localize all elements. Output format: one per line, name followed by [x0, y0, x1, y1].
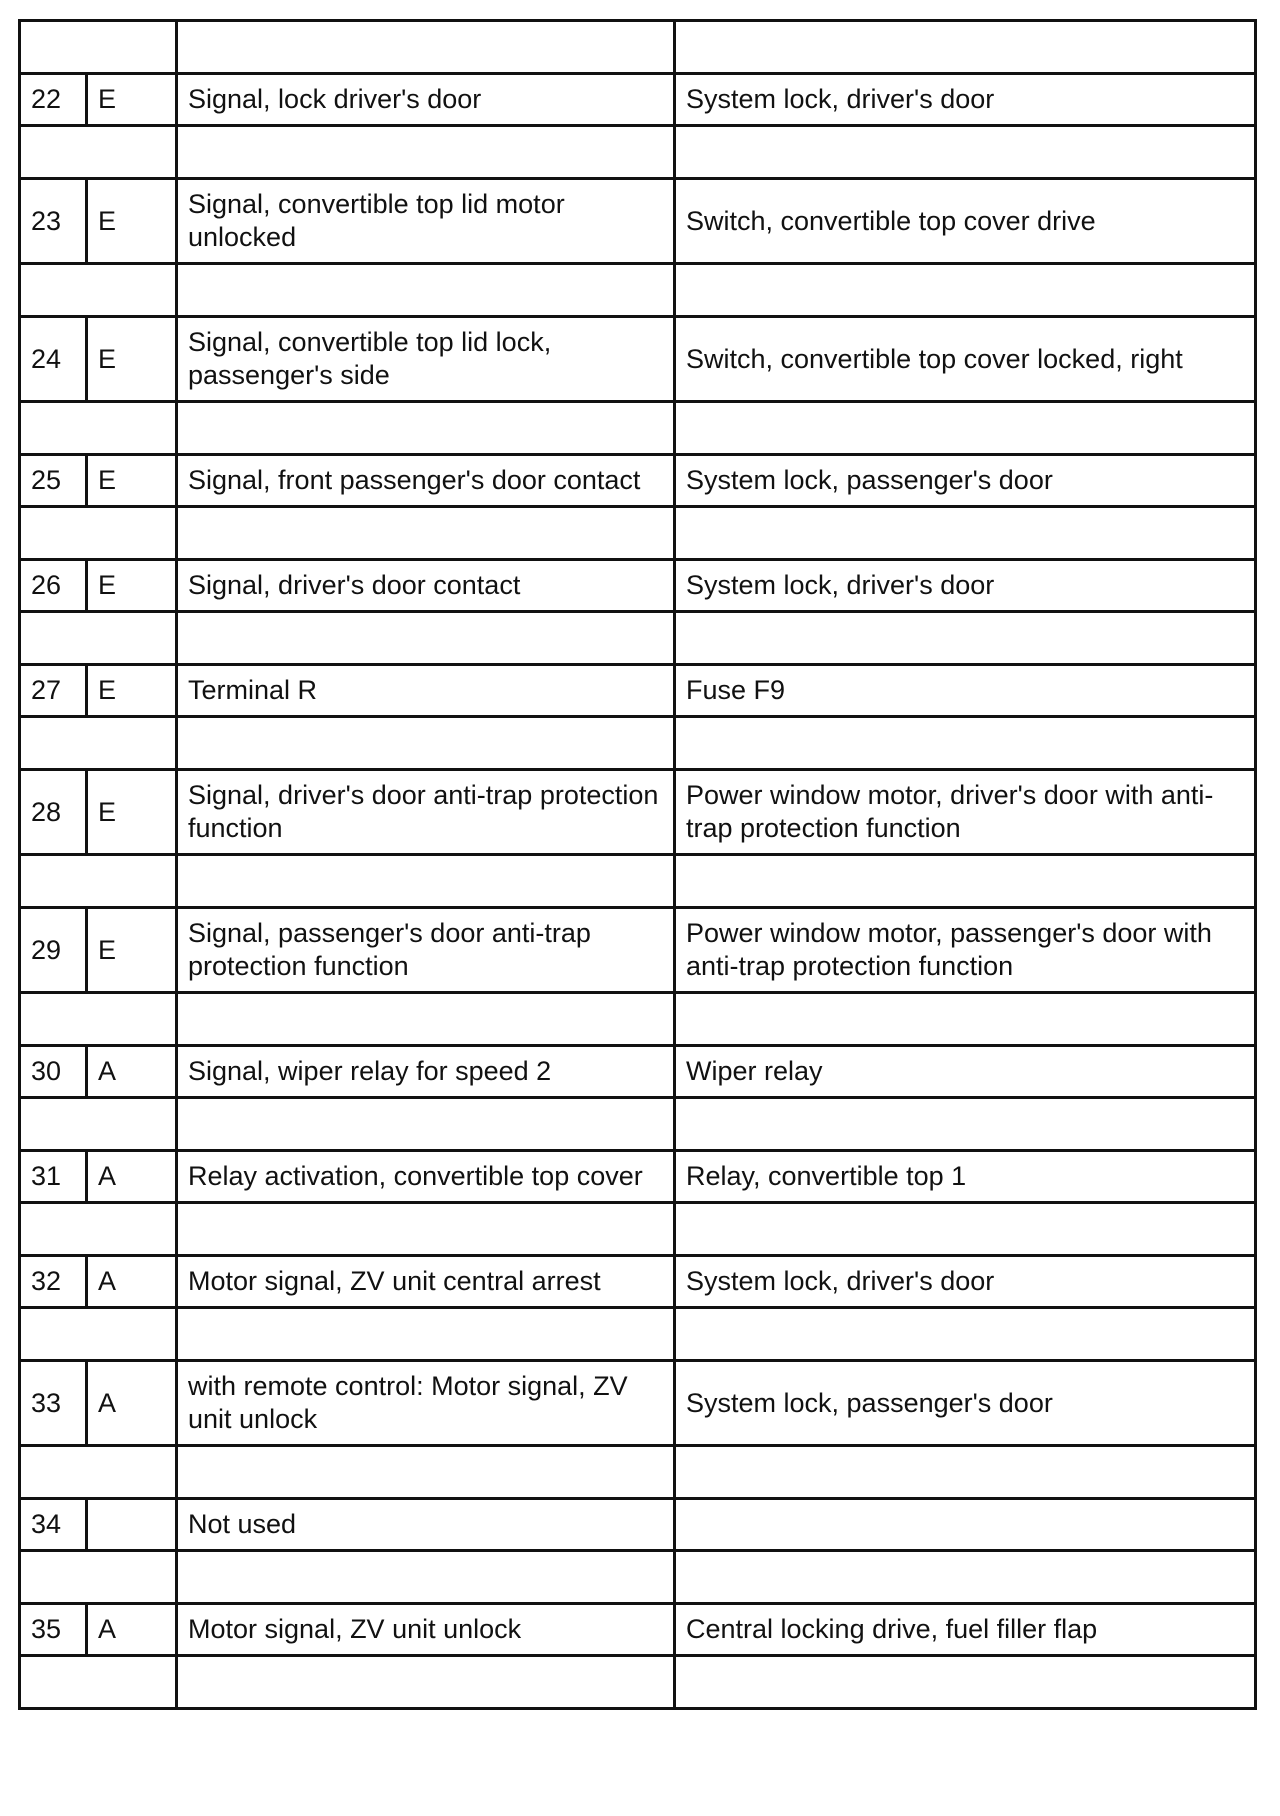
empty-cell	[177, 993, 675, 1046]
signal-description-cell: Terminal R	[177, 665, 675, 717]
separator-row	[20, 1203, 1256, 1256]
pin-number-cell: 29	[20, 908, 87, 993]
empty-cell	[177, 1551, 675, 1604]
table-row	[20, 908, 1256, 993]
pin-number-cell: 33	[20, 1361, 87, 1446]
separator-row	[20, 1551, 1256, 1604]
separator-row	[20, 507, 1256, 560]
empty-cell	[675, 1308, 1256, 1361]
pin-number-cell: 26	[20, 560, 87, 612]
signal-description-cell: Signal, driver's door contact	[177, 560, 675, 612]
io-type-cell: E	[87, 317, 177, 402]
separator-row	[20, 1446, 1256, 1499]
separator-row	[20, 1098, 1256, 1151]
table-row	[20, 560, 1256, 612]
component-cell: System lock, driver's door	[675, 1256, 1256, 1308]
empty-cell	[20, 993, 177, 1046]
pin-number-cell: 35	[20, 1604, 87, 1656]
pin-number-cell: 34	[20, 1499, 87, 1551]
empty-cell	[675, 1656, 1256, 1709]
separator-row	[20, 717, 1256, 770]
component-cell: Power window motor, passenger's door with anti-trap protection function	[675, 908, 1256, 993]
empty-cell	[20, 507, 177, 560]
pin-number-cell: 30	[20, 1046, 87, 1098]
empty-cell	[675, 855, 1256, 908]
signal-description-cell: Signal, front passenger's door contact	[177, 455, 675, 507]
table-row	[20, 317, 1256, 402]
component-cell: Wiper relay	[675, 1046, 1256, 1098]
pin-number-cell: 32	[20, 1256, 87, 1308]
pin-number-cell: 23	[20, 179, 87, 264]
table-row	[20, 770, 1256, 855]
signal-description-cell: Motor signal, ZV unit unlock	[177, 1604, 675, 1656]
table-row	[20, 1361, 1256, 1446]
pin-number-cell: 22	[20, 74, 87, 126]
component-cell: Relay, convertible top 1	[675, 1151, 1256, 1203]
separator-row	[20, 612, 1256, 665]
component-cell: Central locking drive, fuel filler flap	[675, 1604, 1256, 1656]
empty-cell	[20, 717, 177, 770]
empty-cell	[675, 264, 1256, 317]
empty-cell	[177, 612, 675, 665]
io-type-cell: E	[87, 74, 177, 126]
separator-row	[20, 21, 1256, 74]
component-cell: System lock, passenger's door	[675, 455, 1256, 507]
empty-cell	[675, 717, 1256, 770]
table-row	[20, 1151, 1256, 1203]
component-cell: Switch, convertible top cover drive	[675, 179, 1256, 264]
empty-cell	[177, 1203, 675, 1256]
empty-cell	[675, 993, 1256, 1046]
empty-cell	[177, 1308, 675, 1361]
table-row	[20, 74, 1256, 126]
signal-description-cell: Not used	[177, 1499, 675, 1551]
table-row	[20, 1256, 1256, 1308]
io-type-cell: A	[87, 1046, 177, 1098]
signal-description-cell: Signal, driver's door anti-trap protection function	[177, 770, 675, 855]
empty-cell	[20, 1098, 177, 1151]
empty-cell	[20, 1656, 177, 1709]
pin-assignment-table	[18, 19, 1257, 1710]
signal-description-cell: Signal, wiper relay for speed 2	[177, 1046, 675, 1098]
empty-cell	[177, 126, 675, 179]
signal-description-cell: Signal, lock driver's door	[177, 74, 675, 126]
table-body	[20, 21, 1256, 1709]
empty-cell	[177, 21, 675, 74]
empty-cell	[675, 1551, 1256, 1604]
empty-cell	[177, 507, 675, 560]
table-row	[20, 1604, 1256, 1656]
empty-cell	[177, 1656, 675, 1709]
empty-cell	[20, 1551, 177, 1604]
signal-description-cell: Relay activation, convertible top cover	[177, 1151, 675, 1203]
empty-cell	[675, 1203, 1256, 1256]
empty-cell	[20, 402, 177, 455]
empty-cell	[675, 126, 1256, 179]
signal-description-cell: Signal, convertible top lid motor unlocked	[177, 179, 675, 264]
io-type-cell: E	[87, 770, 177, 855]
empty-cell	[20, 264, 177, 317]
pin-number-cell: 28	[20, 770, 87, 855]
empty-cell	[20, 126, 177, 179]
io-type-cell: E	[87, 179, 177, 264]
component-cell: System lock, passenger's door	[675, 1361, 1256, 1446]
empty-cell	[177, 717, 675, 770]
component-cell: Fuse F9	[675, 665, 1256, 717]
signal-description-cell: Signal, convertible top lid lock, passenger's side	[177, 317, 675, 402]
io-type-cell: A	[87, 1256, 177, 1308]
empty-cell	[177, 1098, 675, 1151]
separator-row	[20, 1308, 1256, 1361]
io-type-cell: E	[87, 908, 177, 993]
signal-description-cell: with remote control: Motor signal, ZV unit unlock	[177, 1361, 675, 1446]
signal-description-cell: Signal, passenger's door anti-trap protection function	[177, 908, 675, 993]
empty-cell	[177, 264, 675, 317]
io-type-cell: A	[87, 1361, 177, 1446]
table-row	[20, 455, 1256, 507]
empty-cell	[20, 21, 177, 74]
pin-number-cell: 24	[20, 317, 87, 402]
table-row	[20, 179, 1256, 264]
empty-cell	[675, 1098, 1256, 1151]
empty-cell	[177, 855, 675, 908]
io-type-cell: E	[87, 455, 177, 507]
pin-number-cell: 31	[20, 1151, 87, 1203]
empty-cell	[675, 402, 1256, 455]
empty-cell	[675, 1446, 1256, 1499]
io-type-cell	[87, 1499, 177, 1551]
table-row	[20, 1499, 1256, 1551]
table-row	[20, 665, 1256, 717]
empty-cell	[20, 855, 177, 908]
empty-cell	[675, 612, 1256, 665]
io-type-cell: E	[87, 665, 177, 717]
separator-row	[20, 1656, 1256, 1709]
separator-row	[20, 264, 1256, 317]
empty-cell	[20, 1446, 177, 1499]
separator-row	[20, 126, 1256, 179]
empty-cell	[177, 1446, 675, 1499]
component-cell: Switch, convertible top cover locked, right	[675, 317, 1256, 402]
component-cell: System lock, driver's door	[675, 560, 1256, 612]
empty-cell	[177, 402, 675, 455]
pin-number-cell: 27	[20, 665, 87, 717]
io-type-cell: A	[87, 1604, 177, 1656]
signal-description-cell: Motor signal, ZV unit central arrest	[177, 1256, 675, 1308]
separator-row	[20, 993, 1256, 1046]
io-type-cell: E	[87, 560, 177, 612]
empty-cell	[675, 507, 1256, 560]
io-type-cell: A	[87, 1151, 177, 1203]
empty-cell	[675, 21, 1256, 74]
empty-cell	[20, 612, 177, 665]
separator-row	[20, 855, 1256, 908]
component-cell: Power window motor, driver's door with anti-trap protection function	[675, 770, 1256, 855]
empty-cell	[20, 1203, 177, 1256]
empty-cell	[20, 1308, 177, 1361]
component-cell	[675, 1499, 1256, 1551]
component-cell: System lock, driver's door	[675, 74, 1256, 126]
table-row	[20, 1046, 1256, 1098]
pin-number-cell: 25	[20, 455, 87, 507]
separator-row	[20, 402, 1256, 455]
